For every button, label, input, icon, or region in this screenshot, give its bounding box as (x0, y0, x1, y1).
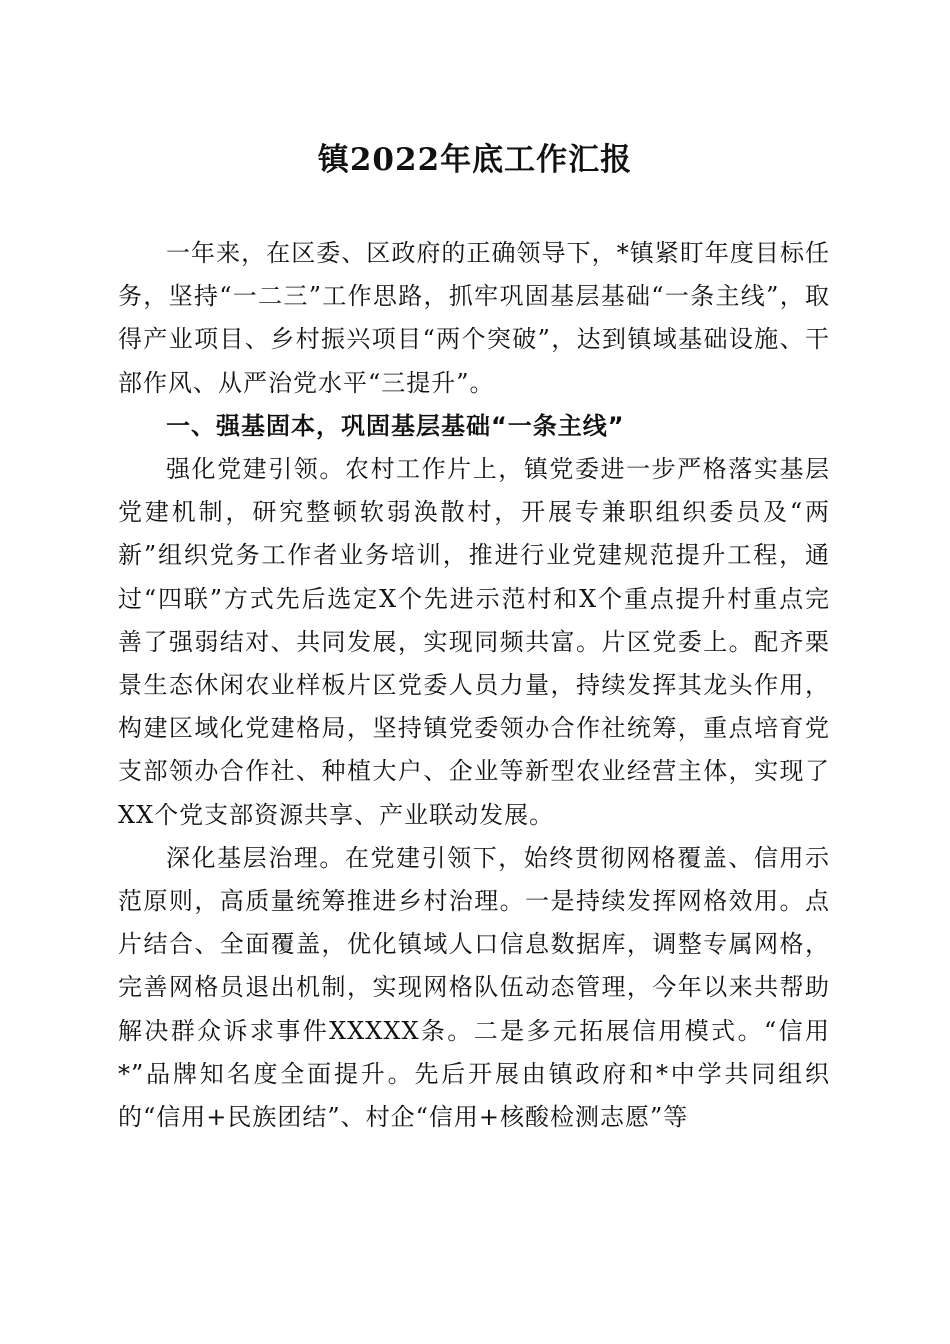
governance-paragraph: 深化基层治理。在党建引领下，始终贯彻网格覆盖、信用示范原则，高质量统筹推进乡村治理。一是持续发挥网格效用。点片结合、全面覆盖，优化镇域人口信息数据库，调整专属网格，完善网格员退出机制，实现网格队伍动态管理，今年以来共帮助解决群众诉求事件XXXXX条。二是多元拓展信用模式。“信用*”品牌知名度全面提升。先后开展由镇政府和*中学共同组织的“信用+民族团结”、村企“信用+核酸检测志愿”等 (118, 843, 830, 1132)
party-building-paragraph: 强化党建引领。农村工作片上，镇党委进一步严格落实基层党建机制，研究整顿软弱涣散村，开展专兼职组织委员及“两新”组织党务工作者业务培训，推进行业党建规范提升工程，通过“四联”方式先后选定X个先进示范村和X个重点提升村重点完善了强弱结对、共同发展，实现同频共富。片区党委上。配齐栗景生态休闲农业样板片区党委人员力量，持续发挥其龙头作用，构建区域化党建格局，坚持镇党委领办合作社统筹，重点培育党支部领办合作社、种植大户、企业等新型农业经营主体，实现了XX个党支部资源共享、产业联动发展。 (118, 455, 830, 829)
document-title: 镇2022年底工作汇报 (317, 142, 633, 178)
intro-paragraph: 一年来，在区委、区政府的正确领导下，*镇紧盯年度目标任务，坚持“一二三”工作思路，抓牢巩固基层基础“一条主线”，取得产业项目、乡村振兴项目“两个突破”，达到镇域基础设施、干部作风、从严治党水平“三提升”。 (118, 239, 830, 397)
document-body (118, 232, 830, 1139)
section-heading-1: 一、强基固本，巩固基层基础“一条主线” (166, 411, 625, 440)
